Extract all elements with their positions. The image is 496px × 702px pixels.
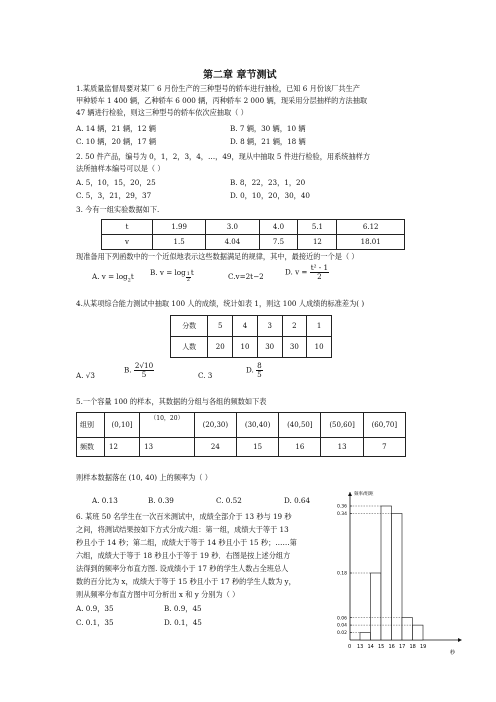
q6-option-c: C. 0.1，35	[76, 618, 114, 627]
y-axis-arrow	[348, 492, 352, 496]
table-cell: 1	[307, 316, 332, 337]
q4-option-a	[76, 371, 95, 381]
table-row	[171, 337, 332, 358]
q3-stem: 现准备用下列函数中的一个近似地表示这些数据满足的规律，其中，最接近的一个是（ ）	[76, 252, 359, 261]
q5-option-a: A. 0.13	[92, 496, 118, 505]
table-cell: 10	[307, 337, 332, 358]
table-cell: 30	[282, 337, 307, 358]
q4-score-table	[170, 315, 332, 358]
q4-option-d-label: D.	[246, 365, 254, 375]
q3-option-d-text: D. v =	[285, 267, 308, 277]
x-axis-arrow	[458, 638, 462, 642]
table-row	[102, 235, 405, 250]
table-cell: 人数	[171, 337, 208, 358]
table-cell: 4	[233, 316, 258, 337]
table-cell: 4.0	[259, 220, 298, 235]
x-tick-label: 15	[378, 644, 385, 650]
table-row	[77, 438, 406, 457]
table-cell: 20	[208, 337, 233, 358]
table-cell: 7	[363, 438, 405, 457]
q3-option-d-num: t² - 1	[310, 263, 329, 272]
q3-option-b-tail: t	[190, 268, 194, 277]
q5-option-b: B. 0.39	[148, 496, 174, 505]
histogram-bar	[371, 573, 382, 640]
histogram-bar	[392, 513, 403, 640]
table-cell: (60,70]	[363, 413, 405, 438]
q4-option-d-num: 8	[257, 361, 262, 370]
q6-line: 秒且小于 14 秒；第二组，成绩大于等于 14 秒且小于 15 秒；……第	[76, 538, 297, 547]
table-cell: 16	[279, 438, 321, 457]
q6-option-d: D. 0.1，45	[164, 618, 202, 627]
q1-option-a: A. 14 辆，21 辆，12 辆	[76, 124, 156, 133]
table-cell: 5.1	[298, 220, 337, 235]
q3-option-a-text: A. v = log	[92, 272, 128, 281]
x-tick-label: 18	[409, 644, 416, 650]
q1-option-b: B. 7 辆，30 辆，10 辆	[230, 124, 306, 133]
table-cell: 7.5	[259, 235, 298, 250]
table-row	[171, 316, 332, 337]
table-cell: 组别	[77, 413, 105, 438]
q3-intro: 3. 今有一组实验数据如下.	[76, 205, 160, 214]
q4-stem: 4.从某项综合能力测试中抽取 100 人的成绩，统计如表 1，则这 100 人成绩的标准差为( )	[76, 299, 365, 308]
q5-option-d: D. 0.64	[284, 496, 311, 505]
histogram-bar	[381, 506, 392, 640]
table-row	[102, 220, 405, 235]
q4-option-d-den: 5	[257, 370, 262, 379]
q3-option-a-tail: t	[130, 272, 134, 281]
q5-frequency-table	[76, 412, 406, 457]
q4-option-a-label: A.	[76, 371, 84, 380]
q4-option-b-den: 5	[141, 370, 147, 379]
table-cell: 24	[194, 438, 236, 457]
x-tick-label: 17	[399, 644, 406, 650]
histogram-bar	[360, 633, 371, 640]
q2-option-c: C. 5，3，21，29，37	[76, 191, 152, 200]
q2-option-a: A. 5，10，15，20，25	[76, 178, 156, 187]
q3-option-a-sub: 2	[127, 277, 131, 284]
table-cell: 13	[321, 438, 363, 457]
y-tick-label: 0.34	[337, 512, 348, 518]
q4-option-b-num: 2√10	[134, 361, 154, 370]
q1-option-d: D. 8 辆，21 辆，18 辆	[230, 137, 306, 146]
x-tick-label: 0	[348, 644, 352, 650]
table-cell: 分数	[171, 316, 208, 337]
table-cell: 2	[282, 316, 307, 337]
x-tick-label: 19	[420, 644, 427, 650]
q1-line: 47 辆进行检验，则这三种型号的轿车依次应抽取（ ）	[76, 108, 248, 117]
q3-option-b	[150, 268, 194, 283]
q3-option-b-sub-den: 2	[186, 277, 190, 283]
y-axis-label: 频率/组距	[354, 492, 374, 497]
table-cell: 3	[257, 316, 282, 337]
table-cell: (0,10]	[105, 413, 140, 438]
q3-option-b-text: B. v = log	[150, 268, 186, 277]
table-cell: t	[102, 220, 153, 235]
table-cell: 1.99	[153, 220, 206, 235]
table-cell: (50,60]	[321, 413, 363, 438]
y-tick-label: 0.02	[337, 631, 348, 637]
q3-option-d	[285, 264, 329, 281]
q1-line: 1.某质量监督局要对某厂 6 月份生产的三种型号的轿车进行抽检，已知 6 月份该厂共生产	[76, 84, 360, 93]
frequency-histogram	[336, 478, 466, 674]
table-cell: 10	[233, 337, 258, 358]
q4-option-c: C. 3	[198, 371, 213, 380]
table-cell: 3.0	[206, 220, 259, 235]
q2-line: 2. 50 件产品，编号为 0，1，2，3，4，…，49，现从中抽取 5 件进行检验，用系统抽样方	[76, 152, 371, 161]
table-cell: (20,30)	[194, 413, 236, 438]
table-cell: 13	[140, 438, 195, 457]
q6-line: 六组，成绩大于等于 18 秒且小于等于 19 秒．右图是按上述分组方	[76, 551, 291, 560]
table-cell: 12	[298, 235, 337, 250]
q3-option-c: C.v=2t−2	[228, 272, 264, 281]
histogram-bar	[402, 618, 413, 640]
q3-option-d-den: 2	[317, 272, 322, 281]
table-cell: 4.04	[206, 235, 259, 250]
x-tick-label: 13	[357, 644, 364, 650]
q6-option-a: A. 0.9，35	[76, 604, 114, 613]
q6-line: 之间，将测试结果按如下方式分成六组：第一组，成绩大于等于 13	[76, 525, 289, 534]
q4-option-a-value: √3	[85, 371, 95, 380]
q5-question: 则样本数据落在 (10, 40) 上的频率为（ ）	[76, 473, 212, 482]
table-cell: 30	[257, 337, 282, 358]
q3-option-b-sub-num: 1	[186, 271, 190, 277]
q5-option-c: C. 0.52	[216, 496, 242, 505]
page-title: 第二章 章节测试	[203, 70, 277, 81]
q5-stem: 5.一个容量 100 的样本，其数据的分组与各组的频数如下表	[76, 397, 267, 406]
q4-option-b-label: B.	[124, 365, 132, 375]
table-cell: 5	[208, 316, 233, 337]
q6-option-b: B. 0.9，45	[164, 604, 202, 613]
y-tick-label: 0.36	[337, 504, 348, 510]
histogram-bar	[413, 625, 424, 640]
q4-option-b	[124, 362, 154, 379]
q3-data-table	[101, 219, 405, 250]
table-cell: 12	[105, 438, 140, 457]
table-cell: 6.12	[337, 220, 405, 235]
table-cell: (40,50]	[279, 413, 321, 438]
table-cell: v	[102, 235, 153, 250]
q2-option-d: D. 0，10，20，30，40	[230, 191, 310, 200]
table-row	[77, 413, 406, 438]
table-cell: 18.01	[337, 235, 405, 250]
y-tick-label: 0.06	[337, 616, 348, 622]
x-tick-label: 14	[367, 644, 374, 650]
q2-line: 法所抽样本编号可以是（ ）	[76, 164, 165, 173]
q6-line: 则从频率分布直方图中可分析出 x 和 y 分别为（ ）	[76, 590, 240, 599]
q1-line: 甲种轿车 1 400 辆，乙种轿车 6 000 辆，丙种轿车 2 000 辆，现采用分层抽样的方法抽取	[76, 96, 368, 105]
table-cell: （10，20）	[140, 413, 195, 438]
table-cell: 频数	[77, 438, 105, 457]
q6-line: 6. 某班 50 名学生在一次百米测试中，成绩全部介于 13 秒与 19 秒	[76, 512, 292, 521]
q1-option-c: C. 10 辆，20 辆，17 辆	[76, 137, 157, 146]
y-tick-label: 0.04	[337, 623, 348, 629]
table-cell: 1.5	[153, 235, 206, 250]
y-tick-label: 0.18	[337, 571, 348, 577]
table-cell: (30,40)	[236, 413, 278, 438]
x-axis-label: 秒	[450, 650, 456, 656]
x-tick-label: 16	[388, 644, 395, 650]
table-cell: 15	[236, 438, 278, 457]
q6-line: 法得到的频率分布直方图. 设成绩小于 17 秒的学生人数占全班总人	[76, 564, 289, 573]
q6-line: 数的百分比为 x，成绩大于等于 15 秒且小于 17 秒的学生人数为 y，	[76, 577, 296, 586]
q4-option-d	[246, 362, 263, 379]
q2-option-b: B. 8，22，23，1，20	[230, 178, 306, 187]
q3-option-a	[92, 272, 134, 285]
